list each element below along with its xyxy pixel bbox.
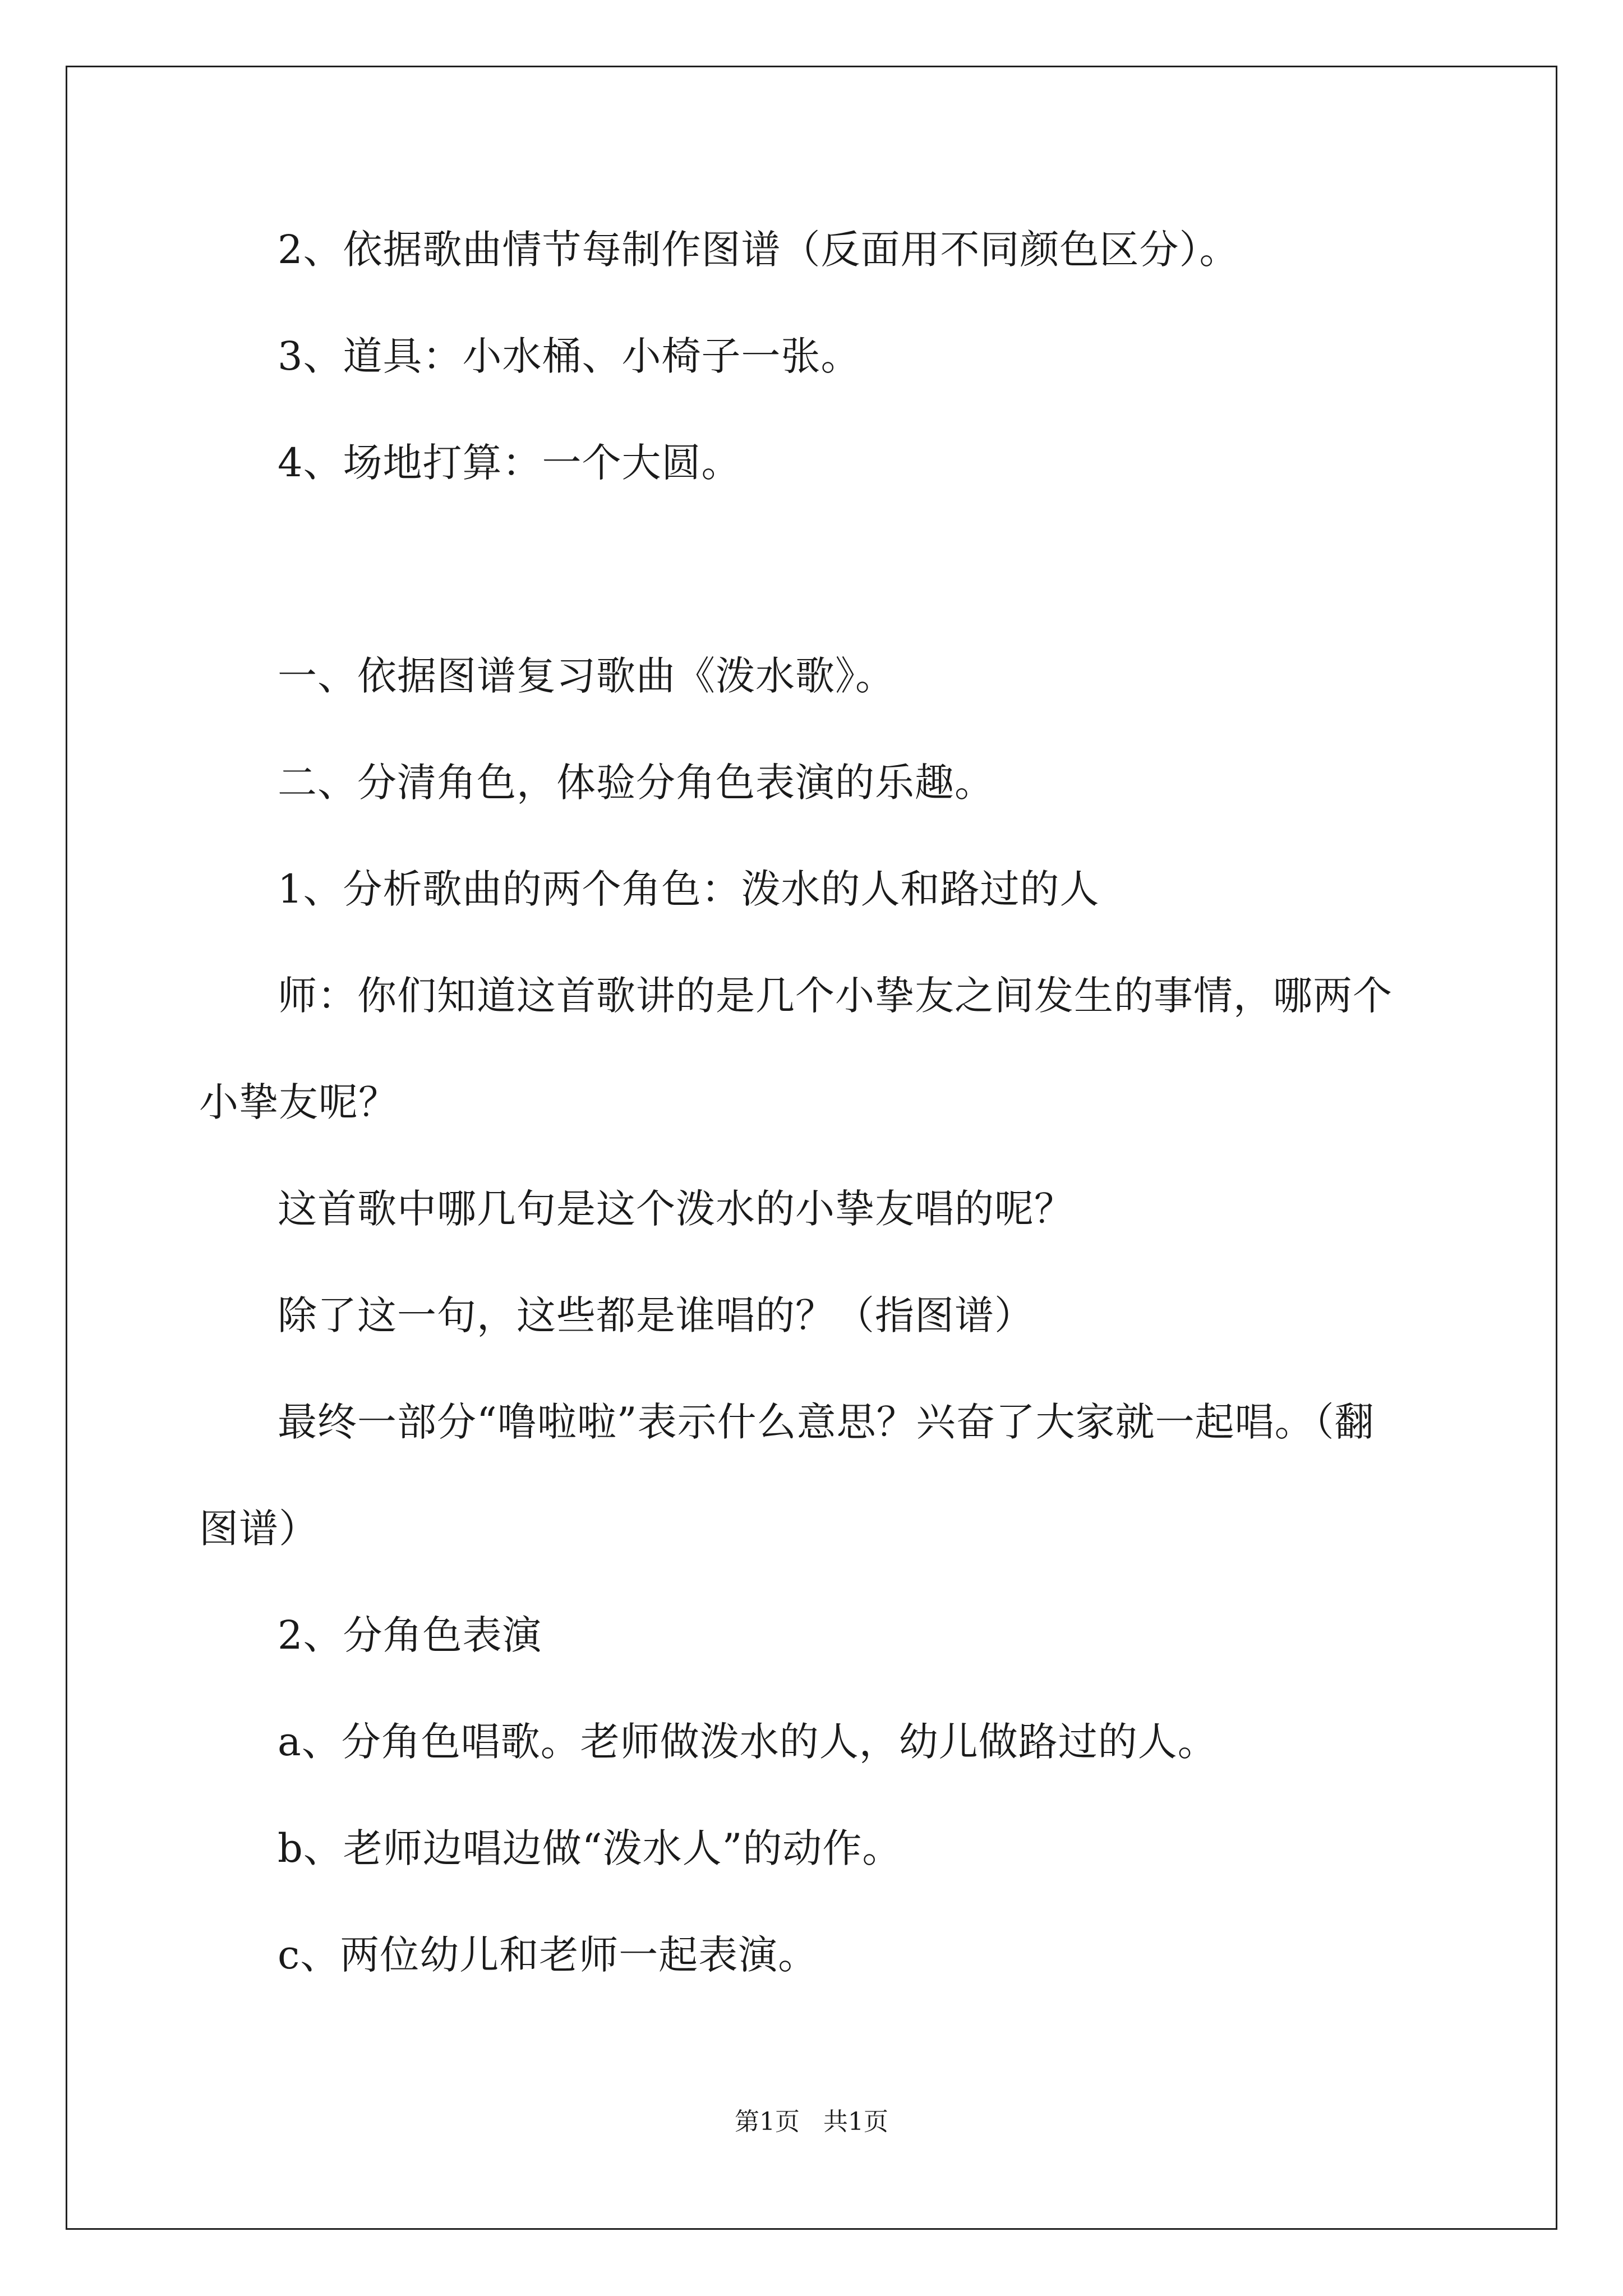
text-line-12: 图谱） <box>199 1506 319 1552</box>
text-line-14: a、分角色唱歌。老师做泼水的人，幼儿做路过的人。 <box>278 1719 1218 1765</box>
text-line-13: 2、分角色表演 <box>278 1612 542 1658</box>
text-line-5: 二、分清角色，体验分角色表演的乐趣。 <box>278 760 994 806</box>
text-line-11: 最终一部分“噜啦啦”表示什么意思？兴奋了大家就一起唱。（翻 <box>278 1399 1375 1445</box>
page-border <box>66 66 1557 2230</box>
text-line-15: b、老师边唱边做“泼水人”的动作。 <box>278 1825 902 1871</box>
text-line-3: 4、场地打算：一个大圆。 <box>278 440 741 486</box>
text-line-1: 2、依据歌曲情节每制作图谱（反面用不同颜色区分）。 <box>278 227 1239 273</box>
page-footer: 第1页 共1页 <box>735 2108 888 2136</box>
text-line-16: c、两位幼儿和老师一起表演。 <box>278 1932 818 1978</box>
text-line-9: 这首歌中哪几句是这个泼水的小挚友唱的呢？ <box>278 1186 1074 1232</box>
text-line-4: 一、依据图谱复习歌曲《泼水歌》。 <box>278 653 895 699</box>
text-line-2: 3、道具：小水桶、小椅子一张。 <box>278 333 861 379</box>
text-line-6: 1、分析歌曲的两个角色：泼水的人和路过的人 <box>278 866 1100 912</box>
text-line-7: 师：你们知道这首歌讲的是几个小挚友之间发生的事情，哪两个 <box>278 973 1393 1019</box>
text-line-10: 除了这一句，这些都是谁唱的？（指图谱） <box>278 1292 1034 1338</box>
text-line-8: 小挚友呢？ <box>199 1079 398 1125</box>
